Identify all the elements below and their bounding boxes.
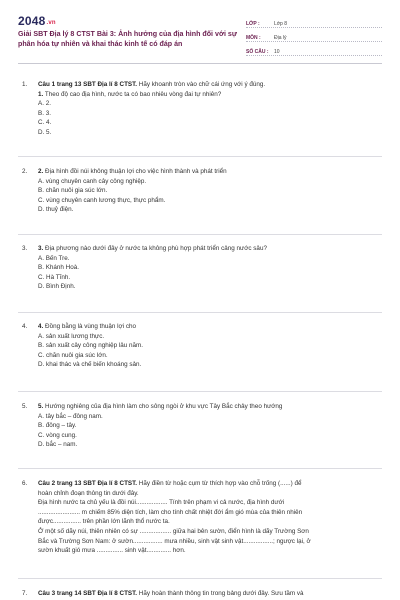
- line-text: C. chăn nuôi gia súc lớn.: [38, 351, 108, 359]
- line-text: Bắc và Trường Sơn Nam: ở sườn................. mưa nhiều, sinh vật sinh vật.................; ngược lại, ở: [38, 537, 311, 545]
- question-divider: [18, 156, 382, 157]
- line-text: Ở một số dãy núi, thiên nhiên có sự .................. giữa hai bên sườn, điển hình là dãy Trường Sơn: [38, 527, 309, 535]
- answer-option: [38, 205, 382, 215]
- question-body: [38, 244, 382, 292]
- answer-option: [38, 498, 382, 508]
- line-text: B. sản xuất cây công nghiệp lâu năm.: [38, 342, 144, 350]
- answer-option: [38, 90, 382, 100]
- answer-option: [38, 489, 382, 499]
- answer-option: [38, 263, 382, 273]
- question-block: [22, 479, 382, 556]
- question-block: [22, 167, 382, 215]
- line-text: Đồng bằng là vùng thuận lợi cho: [43, 323, 136, 330]
- line-text: sườn khuất gió mưa ............... sinh vật.............. hơn.: [38, 547, 186, 555]
- line-text: Theo độ cao địa hình, nước ta có bao nhiêu vòng đai tự nhiên?: [43, 90, 222, 98]
- line-text: B. Khánh Hoà.: [38, 264, 79, 272]
- question-text: [38, 589, 382, 599]
- meta-class-row: [246, 16, 382, 28]
- question-block: [22, 589, 382, 599]
- answer-option: [38, 341, 382, 351]
- question-heading: 4.: [38, 323, 44, 330]
- meta-count-label: SỐ CÂU :: [246, 49, 269, 55]
- line-text: được................ trên phần lớn lãnh thổ nước ta.: [38, 518, 170, 526]
- site-logo[interactable]: [18, 14, 56, 28]
- question-heading: 2.: [38, 168, 44, 175]
- answer-option: [38, 517, 382, 527]
- answer-option: [38, 273, 382, 283]
- line-text: B. 3.: [38, 109, 51, 117]
- line-text: D. bắc – nam.: [38, 441, 78, 449]
- line-text: Hướng nghiêng của địa hình làm cho sông ngòi ở khu vực Tây Bắc chảy theo hướng: [43, 403, 283, 410]
- line-text: C. Hà Tĩnh.: [38, 273, 71, 281]
- question-text: [38, 167, 382, 177]
- answer-option: [38, 196, 382, 206]
- line-text: Hãy hoàn thành thông tin trong bảng dưới đây. Sưu tầm và: [137, 590, 304, 597]
- line-text: A. tây bắc – đông nam.: [38, 412, 103, 420]
- meta-info: [246, 16, 382, 58]
- answer-option: [38, 360, 382, 370]
- answer-option: [38, 508, 382, 518]
- question-number: 2.: [22, 168, 28, 175]
- meta-count-value: 10: [274, 49, 280, 55]
- line-text: Hãy điền từ hoặc cụm từ thích hợp vào chỗ trống (......) để: [137, 480, 302, 487]
- question-number: 6.: [22, 480, 28, 487]
- question-heading: Câu 1 trang 13 SBT Địa lí 8 CTST.: [38, 81, 138, 88]
- answer-option: [38, 421, 382, 431]
- question-body: [38, 80, 382, 138]
- header-divider: [18, 63, 382, 64]
- meta-subject-label: MÔN :: [246, 35, 261, 41]
- line-text: C. vòng cung.: [38, 431, 77, 439]
- line-text: D. khai thác và chế biến khoáng sản.: [38, 361, 142, 369]
- answer-option: [38, 128, 382, 138]
- question-block: [22, 322, 382, 370]
- question-divider: [18, 312, 382, 313]
- meta-count-row: [246, 44, 382, 56]
- line-text: C. vùng chuyên canh lương thực, thực phẩm.: [38, 196, 166, 204]
- answer-option: [38, 282, 382, 292]
- meta-class-value: Lớp 8: [274, 21, 288, 27]
- answer-option: [38, 440, 382, 450]
- question-heading: Câu 2 trang 13 SBT Địa lí 8 CTST.: [38, 480, 138, 487]
- question-text: [38, 80, 382, 90]
- line-text: D. 5.: [38, 128, 52, 136]
- question-number: 7.: [22, 590, 28, 597]
- question-text: [38, 244, 382, 254]
- line-text: A. 2.: [38, 100, 51, 108]
- question-block: [22, 402, 382, 450]
- document-header: [18, 14, 382, 58]
- answer-option: [38, 186, 382, 196]
- line-text: D. Bình Định.: [38, 283, 76, 291]
- question-text: [38, 479, 382, 489]
- answer-option: [38, 527, 382, 537]
- answer-option: [38, 332, 382, 342]
- answer-option: [38, 177, 382, 187]
- line-text: hoàn chỉnh đoạn thông tin dưới đây.: [38, 489, 139, 497]
- line-text: A. sản xuất lương thực.: [38, 332, 105, 340]
- answer-option: [38, 118, 382, 128]
- line-text: Địa phương nào dưới đây ở nước ta không phù hợp phát triển cảng nước sâu?: [43, 245, 267, 252]
- question-body: [38, 589, 382, 599]
- question-text: [38, 322, 382, 332]
- logo-suffix: .vn: [46, 20, 56, 26]
- meta-subject-value: Địa lý: [274, 35, 287, 41]
- question-body: [38, 167, 382, 215]
- question-divider: [18, 234, 382, 235]
- line-text: Hãy khoanh tròn vào chữ cái ứng với ý đúng.: [137, 81, 266, 88]
- question-divider: [18, 391, 382, 392]
- page-title: Giải SBT Địa lý 8 CTST Bài 3: Ảnh hưởng của địa hình đối với sự phân hóa tự nhiên và khai thác kinh tế có đáp án: [18, 30, 238, 48]
- question-block: [22, 80, 382, 138]
- question-heading: 5.: [38, 403, 44, 410]
- question-heading: 3.: [38, 245, 44, 252]
- question-body: [38, 402, 382, 450]
- question-heading: Câu 3 trang 14 SBT Địa lí 8 CTST.: [38, 590, 138, 597]
- question-divider: [18, 578, 382, 579]
- answer-option: [38, 546, 382, 556]
- line-text: ........................ m chiếm 85% diện tích, làm cho tính chất nhiệt đới ẩm gió mùa của thiên nhiên: [38, 508, 303, 516]
- answer-option: [38, 537, 382, 547]
- answer-option: [38, 351, 382, 361]
- logo-text: 2048: [18, 14, 46, 28]
- line-text: Địa hình đồi núi không thuận lợi cho việc hình thành và phát triển: [43, 168, 227, 175]
- answer-option: [38, 412, 382, 422]
- line-text: B. chăn nuôi gia súc lớn.: [38, 187, 108, 195]
- answer-option: [38, 109, 382, 119]
- answer-option: [38, 431, 382, 441]
- question-heading: 1.: [38, 90, 44, 98]
- line-text: A. vùng chuyên canh cây công nghiệp.: [38, 177, 147, 185]
- answer-option: [38, 254, 382, 264]
- meta-class-label: LỚP :: [246, 21, 260, 27]
- meta-subject-row: [246, 30, 382, 42]
- question-body: [38, 322, 382, 370]
- line-text: B. đông – tây.: [38, 422, 77, 430]
- question-number: 4.: [22, 323, 28, 330]
- question-number: 3.: [22, 245, 28, 252]
- question-text: [38, 402, 382, 412]
- line-text: D. thuỷ điện.: [38, 206, 74, 214]
- question-number: 5.: [22, 403, 28, 410]
- answer-option: [38, 99, 382, 109]
- question-block: [22, 244, 382, 292]
- question-body: [38, 479, 382, 556]
- question-number: 1.: [22, 81, 28, 88]
- line-text: Địa hình nước ta chủ yếu là đồi núi.................. Tính trên phạm vi cả nước, địa hình dưới: [38, 499, 285, 507]
- line-text: C. 4.: [38, 119, 52, 127]
- question-divider: [18, 468, 382, 469]
- line-text: A. Bến Tre.: [38, 254, 70, 262]
